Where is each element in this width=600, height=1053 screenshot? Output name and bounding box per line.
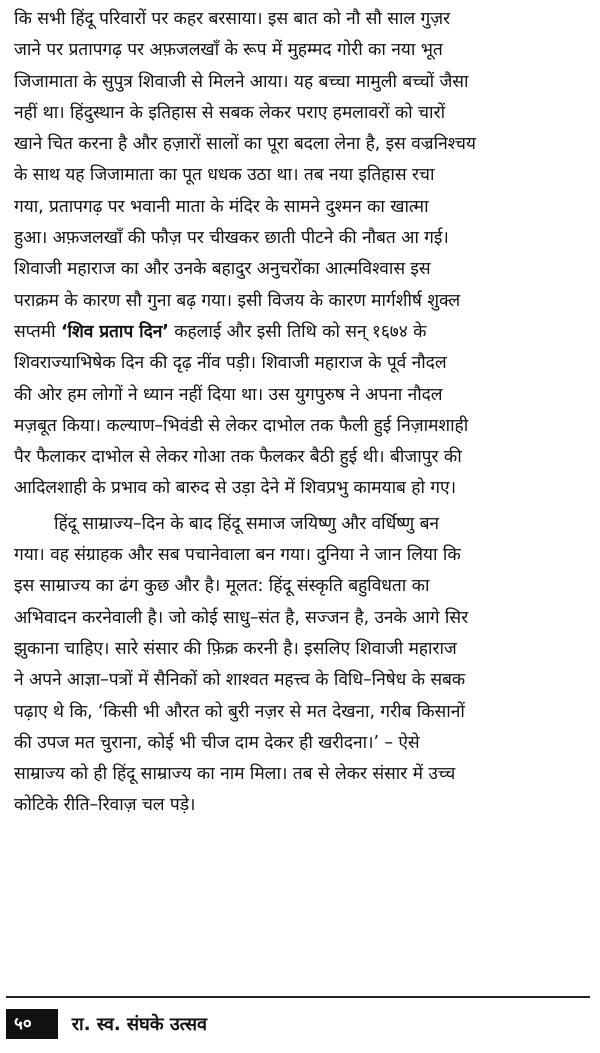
text-line: की उपज मत चुराना, कोई भी चीज दाम देकर ही खरीदना।’ – ऐसे	[14, 732, 420, 753]
book-title: रा. स्व. संघके उत्सव	[71, 1014, 208, 1035]
text-line: की ओर हम लोगों ने ध्यान नहीं दिया था। उस युगपुरुष ने अपना नौदल	[14, 384, 443, 405]
text-line: जिजामाता के सुपुत्र शिवाजी से मिलने आया। यह बच्चा मामुली बच्चों जैसा	[14, 71, 469, 92]
text-line: कोटिके रीति–रिवाज़ चल पड़े।	[14, 795, 196, 816]
text-line: शिवराज्याभिषेक दिन की दृढ़ नींव पड़ी। शिवाजी महाराज के पूर्व नौदल	[14, 353, 447, 374]
text-line: नहीं था। हिंदुस्थान के इतिहास से सबक लेकर पराए हमलावरों को चारों	[14, 102, 445, 123]
text-line: कि सभी हिंदू परिवारों पर कहर बरसाया। इस बात को नौ सौ साल गुज़र	[14, 9, 451, 29]
text-line: पराक्रम के कारण सौ गुना बढ़ गया। इसी विजय के कारण मार्गशीर्ष शुक्ल	[14, 290, 461, 311]
text-line: के साथ यह जिजामाता का पूत धधक उठा था। तब नया इतिहास रचा	[14, 165, 435, 186]
text-line: हुआ। अफ़जलखाँ की फौज़ पर चीखकर छाती पीटने की नौबत आ गई।	[14, 228, 449, 249]
text-line: गया, प्रतापगढ़ पर भवानी माता के मंदिर के सामने दुश्मन का खात्मा	[14, 196, 429, 217]
footer-divider	[6, 996, 590, 998]
page-footer	[6, 1006, 207, 1042]
text-line: आदिलशाही के प्रभाव को बारुद से उड़ा देने में शिवप्रभु कामयाब हो गए।	[14, 478, 457, 499]
text-line: अभिवादन करनेवाली है। जो कोई साधु–संत है, सज्जन है, उनके आगे सिर	[14, 607, 469, 628]
paragraph-2	[14, 509, 586, 822]
text-line: हिंदू साम्राज्य–दिन के बाद हिंदू समाज जयिष्णु और वर्धिष्णु बन	[54, 513, 439, 534]
text-segment: कहलाई और इसी तिथि को सन् १६७४ के	[168, 321, 427, 342]
body-text	[14, 4, 586, 822]
text-segment: सप्तमी	[14, 321, 61, 342]
text-line: पढ़ाए थे कि, ‘किसी भी औरत को बुरी नज़र से मत देखना, गरीब किसानों	[14, 701, 465, 722]
text-line: इस साम्राज्य का ढंग कुछ और है। मूलत: हिंदू संस्कृति बहुविधता का	[14, 576, 430, 597]
page-number: ५०	[6, 1009, 58, 1039]
text-line: मज़बूत किया। कल्याण–भिवंडी से लेकर दाभोल तक फैली हुई निज़ामशाही	[14, 415, 469, 436]
text-line: गया। वह संग्राहक और सब पचानेवाला बन गया। दुनिया ने जान लिया कि	[14, 545, 461, 566]
text-line: साम्राज्य को ही हिंदू साम्राज्य का नाम मिला। तब से लेकर संसार में उच्च	[14, 764, 456, 785]
text-line: झुकाना चाहिए। सारे संसार की फ़िक्र करनी है। इसलिए शिवाजी महाराज	[14, 638, 457, 659]
text-line: पैर फैलाकर दाभोल से लेकर गोआ तक फैलकर बैठी हुई थी। बीजापुर की	[14, 447, 462, 468]
text-line: ने अपने आज्ञा–पत्रों में सैनिकों को शाश्वत महत्त्व के विधि–निषेध के सबक	[14, 670, 466, 691]
text-line: खाने चित करना है और हज़ारों सालों का पूरा बदला लेना है, इस वज्रनिश्चय	[14, 134, 476, 155]
text-line: शिवाजी महाराज का और उनके बहादुर अनुचरोंका आत्मविश्वास इस	[14, 259, 431, 280]
text-line-with-emphasis	[14, 317, 586, 348]
text-line: जाने पर प्रतापगढ़ पर अफ़जलखाँ के रूप में मुहम्मद गोरी का नया भूत	[14, 40, 443, 61]
emphasized-phrase: ‘शिव प्रताप दिन’	[60, 321, 169, 342]
paragraph-1	[14, 4, 586, 505]
